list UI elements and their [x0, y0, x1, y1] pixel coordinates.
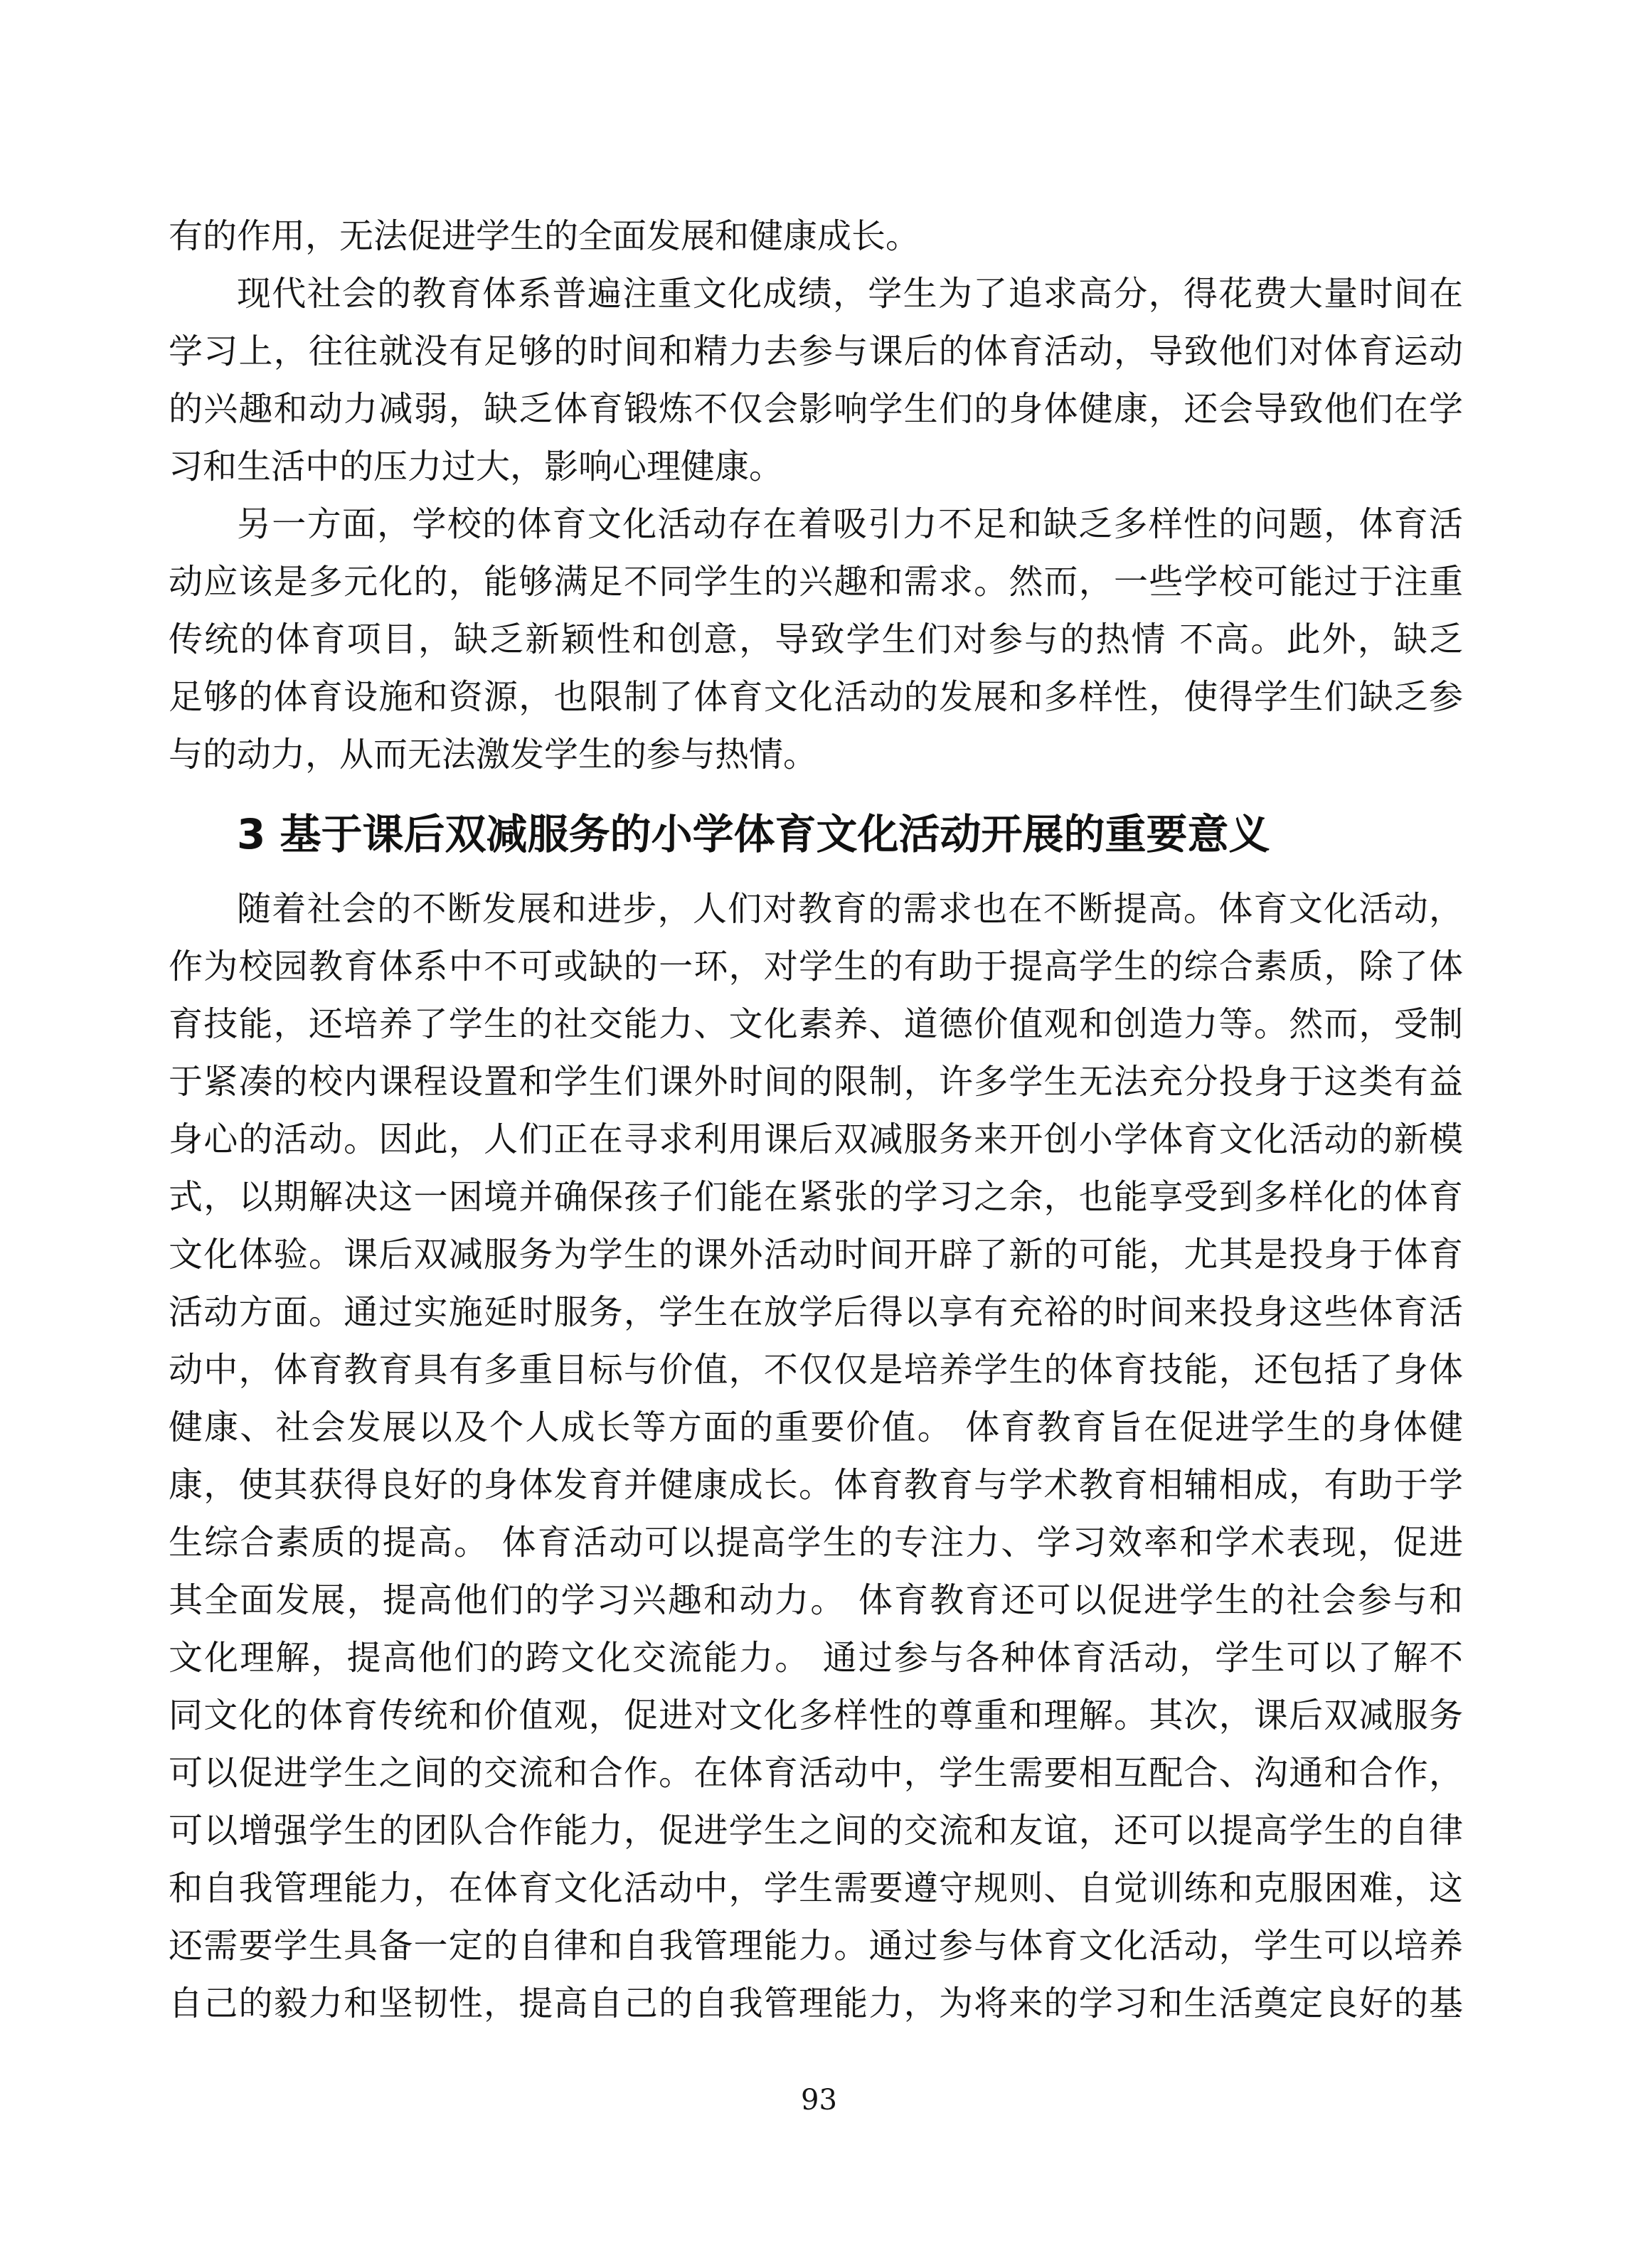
page-body: [169, 208, 1463, 2033]
text-line: 习和生活中的压力过大，影响心理健康。: [169, 447, 784, 486]
text-line: 动中，体育教育具有多重目标与价值，不仅仅是培养学生的体育技能，还包括了身体: [169, 1350, 1463, 1390]
paragraph: [169, 496, 1463, 784]
text-line: 与的动力，从而无法激发学生的参与热情。: [169, 735, 818, 774]
text-line: 生综合素质的提高。 体育活动可以提高学生的专注力、学习效率和学术表现，促进: [169, 1523, 1463, 1562]
paragraph: [169, 880, 1463, 2033]
text-line: 可以促进学生之间的交流和合作。在体育活动中，学生需要相互配合、沟通和合作，: [169, 1753, 1463, 1793]
text-line: 的兴趣和动力减弱，缺乏体育锻炼不仅会影响学生们的身体健康，还会导致他们在学: [169, 389, 1463, 429]
text-line: 可以增强学生的团队合作能力，促进学生之间的交流和友谊，还可以提高学生的自律: [169, 1811, 1463, 1851]
text-line: 其全面发展，提高他们的学习兴趣和动力。 体育教育还可以促进学生的社会参与和: [169, 1580, 1463, 1620]
text-line: 还需要学生具备一定的自律和自我管理能力。通过参与体育文化活动，学生可以培养: [169, 1926, 1463, 1966]
text-line: 活动方面。通过实施延时服务，学生在放学后得以享有充裕的时间来投身这些体育活: [169, 1292, 1463, 1332]
text-line: 动应该是多元化的，能够满足不同学生的兴趣和需求。然而，一些学校可能过于注重: [169, 562, 1463, 602]
text-line: 文化理解，提高他们的跨文化交流能力。 通过参与各种体育活动，学生可以了解不: [169, 1638, 1463, 1678]
paragraph: [169, 208, 1463, 265]
text-line: 和自我管理能力，在体育文化活动中，学生需要遵守规则、自觉训练和克服困难，这: [169, 1868, 1463, 1908]
text-line: 自己的毅力和坚韧性，提高自己的自我管理能力，为将来的学习和生活奠定良好的基: [169, 1984, 1463, 2023]
text-line: 于紧凑的校内课程设置和学生们课外时间的限制，许多学生无法充分投身于这类有益: [169, 1062, 1463, 1102]
text-line: 作为校园教育体系中不可或缺的一环，对学生的有助于提高学生的综合素质，除了体: [169, 947, 1463, 986]
text-line: 康，使其获得良好的身体发育并健康成长。体育教育与学术教育相辅相成，有助于学: [169, 1465, 1463, 1505]
text-line: 健康、社会发展以及个人成长等方面的重要价值。 体育教育旨在促进学生的身体健: [169, 1407, 1463, 1447]
text-line: 另一方面，学校的体育文化活动存在着吸引力不足和缺乏多样性的问题，体育活: [237, 504, 1463, 544]
page-number: 93: [801, 2084, 837, 2117]
text-line: 文化体验。课后双减服务为学生的课外活动时间开辟了新的可能，尤其是投身于体育: [169, 1235, 1463, 1274]
section-heading: 3 基于课后双减服务的小学体育文化活动开展的重要意义: [237, 810, 1270, 858]
text-line: 学习上，往往就没有足够的时间和精力去参与课后的体育活动，导致他们对体育运动: [169, 331, 1463, 371]
text-line: 足够的体育设施和资源，也限制了体育文化活动的发展和多样性，使得学生们缺乏参: [169, 677, 1463, 717]
paragraph: [169, 265, 1463, 496]
text-line: 身心的活动。因此，人们正在寻求利用课后双减服务来开创小学体育文化活动的新模: [169, 1119, 1463, 1159]
text-line: 现代社会的教育体系普遍注重文化成绩，学生为了追求高分，得花费大量时间在: [237, 274, 1463, 314]
text-line: 同文化的体育传统和价值观，促进对文化多样性的尊重和理解。其次，课后双减服务: [169, 1695, 1463, 1735]
text-line: 传统的体育项目，缺乏新颖性和创意，导致学生们对参与的热情 不高。此外，缺乏: [169, 619, 1463, 659]
text-line: 育技能，还培养了学生的社交能力、文化素养、道德价值观和创造力等。然而，受制: [169, 1004, 1463, 1044]
text-line: 随着社会的不断发展和进步，人们对教育的需求也在不断提高。体育文化活动，: [237, 889, 1463, 929]
text-line: 有的作用，无法促进学生的全面发展和健康成长。: [169, 216, 920, 256]
text-line: 式，以期解决这一困境并确保孩子们能在紧张的学习之余，也能享受到多样化的体育: [169, 1177, 1463, 1217]
